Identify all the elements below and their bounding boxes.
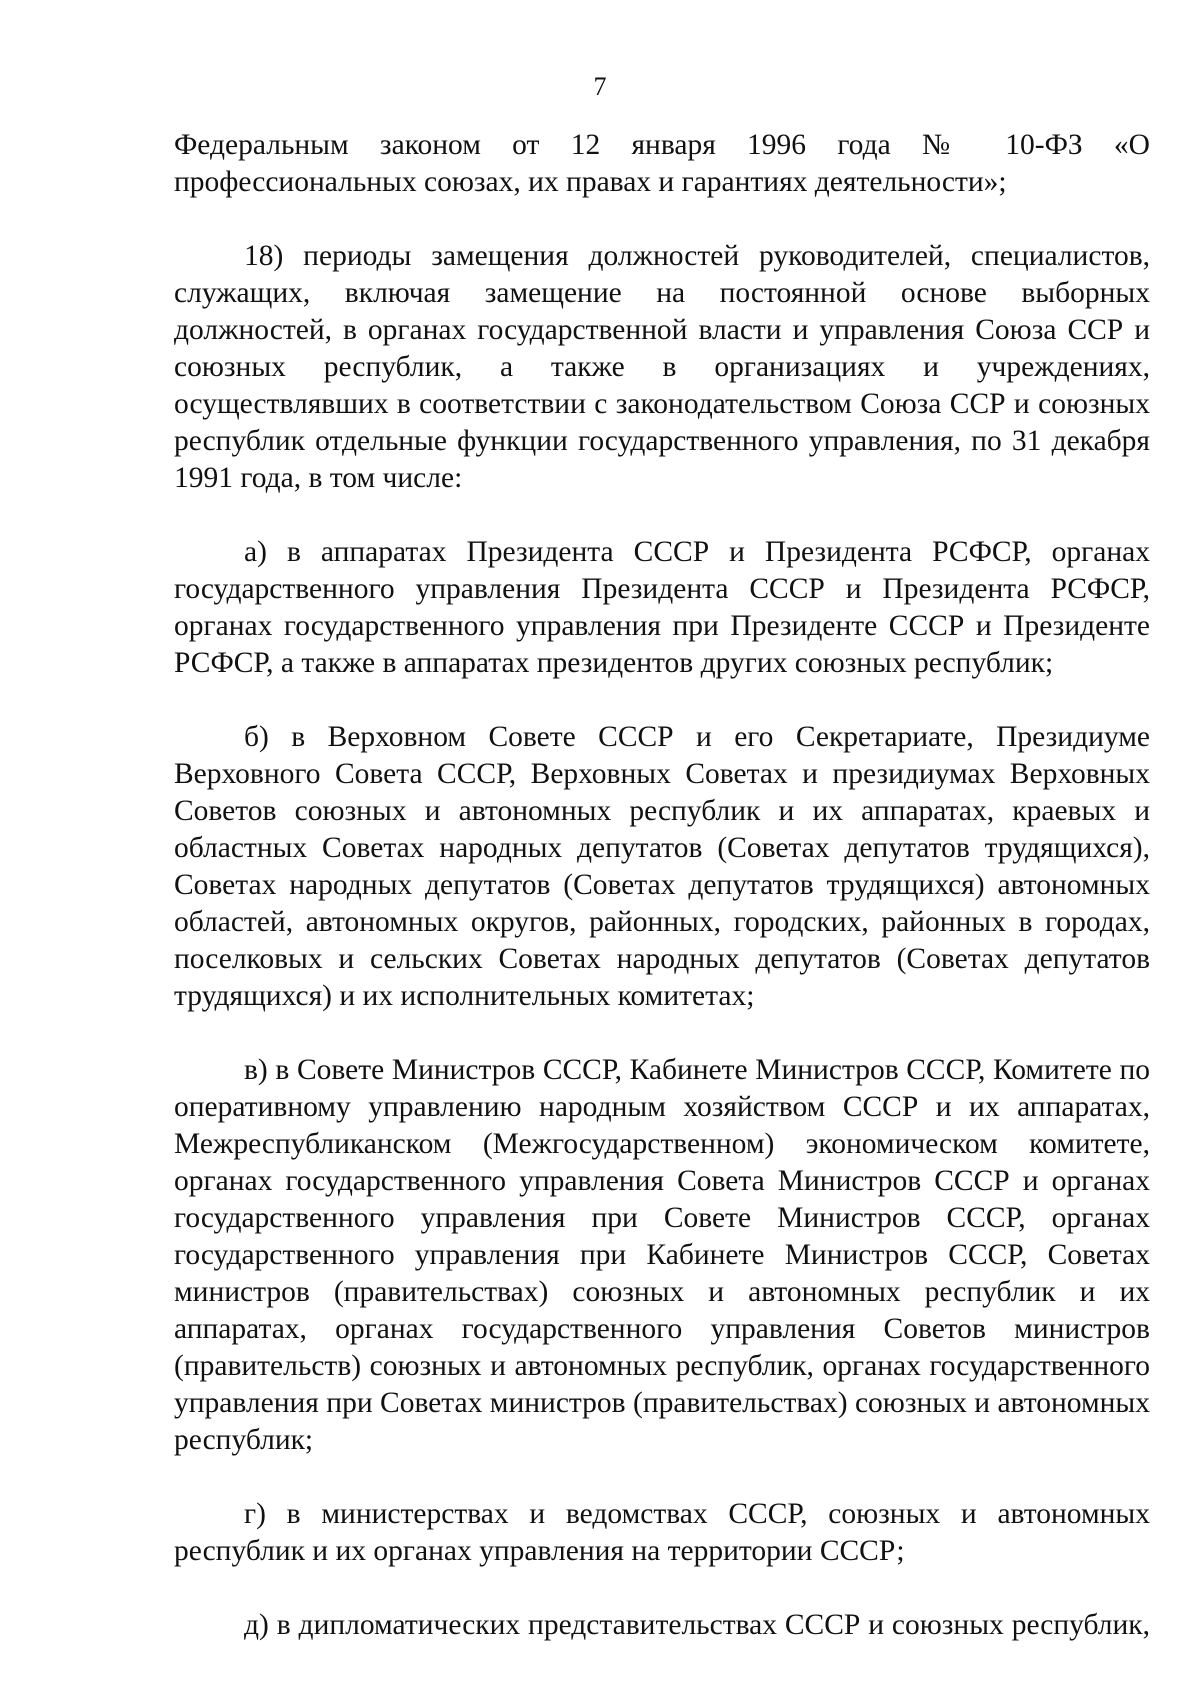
paragraph-text: Федеральным законом от 12 января 1996 года № 10-ФЗ «О профессиональных союзах, их правах и гарантиях деятельности»; (174, 129, 1150, 198)
paragraph-item-18 (174, 238, 1150, 497)
document-body (174, 127, 1150, 1681)
paragraph-subitem-g (174, 1496, 1150, 1570)
page-number: 7 (593, 72, 607, 101)
paragraph-subitem-a (174, 534, 1150, 682)
paragraph-law-reference (174, 127, 1150, 201)
paragraph-subitem-v (174, 1052, 1150, 1459)
paragraph-subitem-b (174, 719, 1150, 1015)
paragraph-text: г) в министерствах и ведомствах СССР, союзных и автономных республик и их органах управления на территории СССР; (174, 1498, 1150, 1567)
paragraph-subitem-d (174, 1607, 1150, 1644)
paragraph-text: в) в Совете Министров СССР, Кабинете Министров СССР, Комитете по оперативному управлению народным хозяйством СССР и их аппаратах, Межреспубликанском (Межгосударственном) экономическом комитете, органах государственного управления Совета Министров СССР и органах государственного управления при Совете Министров СССР, органах государственного управления при Кабинете Министров СССР, Советах министров (правительствах) союзных и автономных республик и их аппаратах, органах государственного управления Советов министров (правительств) союзных и автономных республик, органах государственного управления при Советах министров (правительствах) союзных и автономных республик; (174, 1054, 1150, 1456)
paragraph-text: д) в дипломатических представительствах СССР и союзных республик, (244, 1609, 1150, 1641)
paragraph-text: б) в Верховном Совете СССР и его Секретариате, Президиуме Верховного Совета СССР, Верховных Советах и президиумах Верховных Советов союзных и автономных республик и их аппаратах, краевых и областных Советах народных депутатов (Советах депутатов трудящихся), Советах народных депутатов (Советах депутатов трудящихся) автономных областей, автономных округов, районных, городских, районных в городах, поселковых и сельских Советах народных депутатов (Советах депутатов трудящихся) и их исполнительных комитетах; (174, 721, 1150, 1012)
paragraph-text: а) в аппаратах Президента СССР и Президента РСФСР, органах государственного управления Президента СССР и Президента РСФСР, органах государственного управления при Президенте СССР и Президенте РСФСР, а также в аппаратах президентов других союзных республик; (174, 536, 1150, 679)
paragraph-text: 18) периоды замещения должностей руководителей, специалистов, служащих, включая замещение на постоянной основе выборных должностей, в органах государственной власти и управления Союза ССР и союзных республик, а также в организациях и учреждениях, осуществлявших в соответствии с законодательством Союза ССР и союзных республик отдельные функции государственного управления, по 31 декабря 1991 года, в том числе: (174, 240, 1150, 494)
